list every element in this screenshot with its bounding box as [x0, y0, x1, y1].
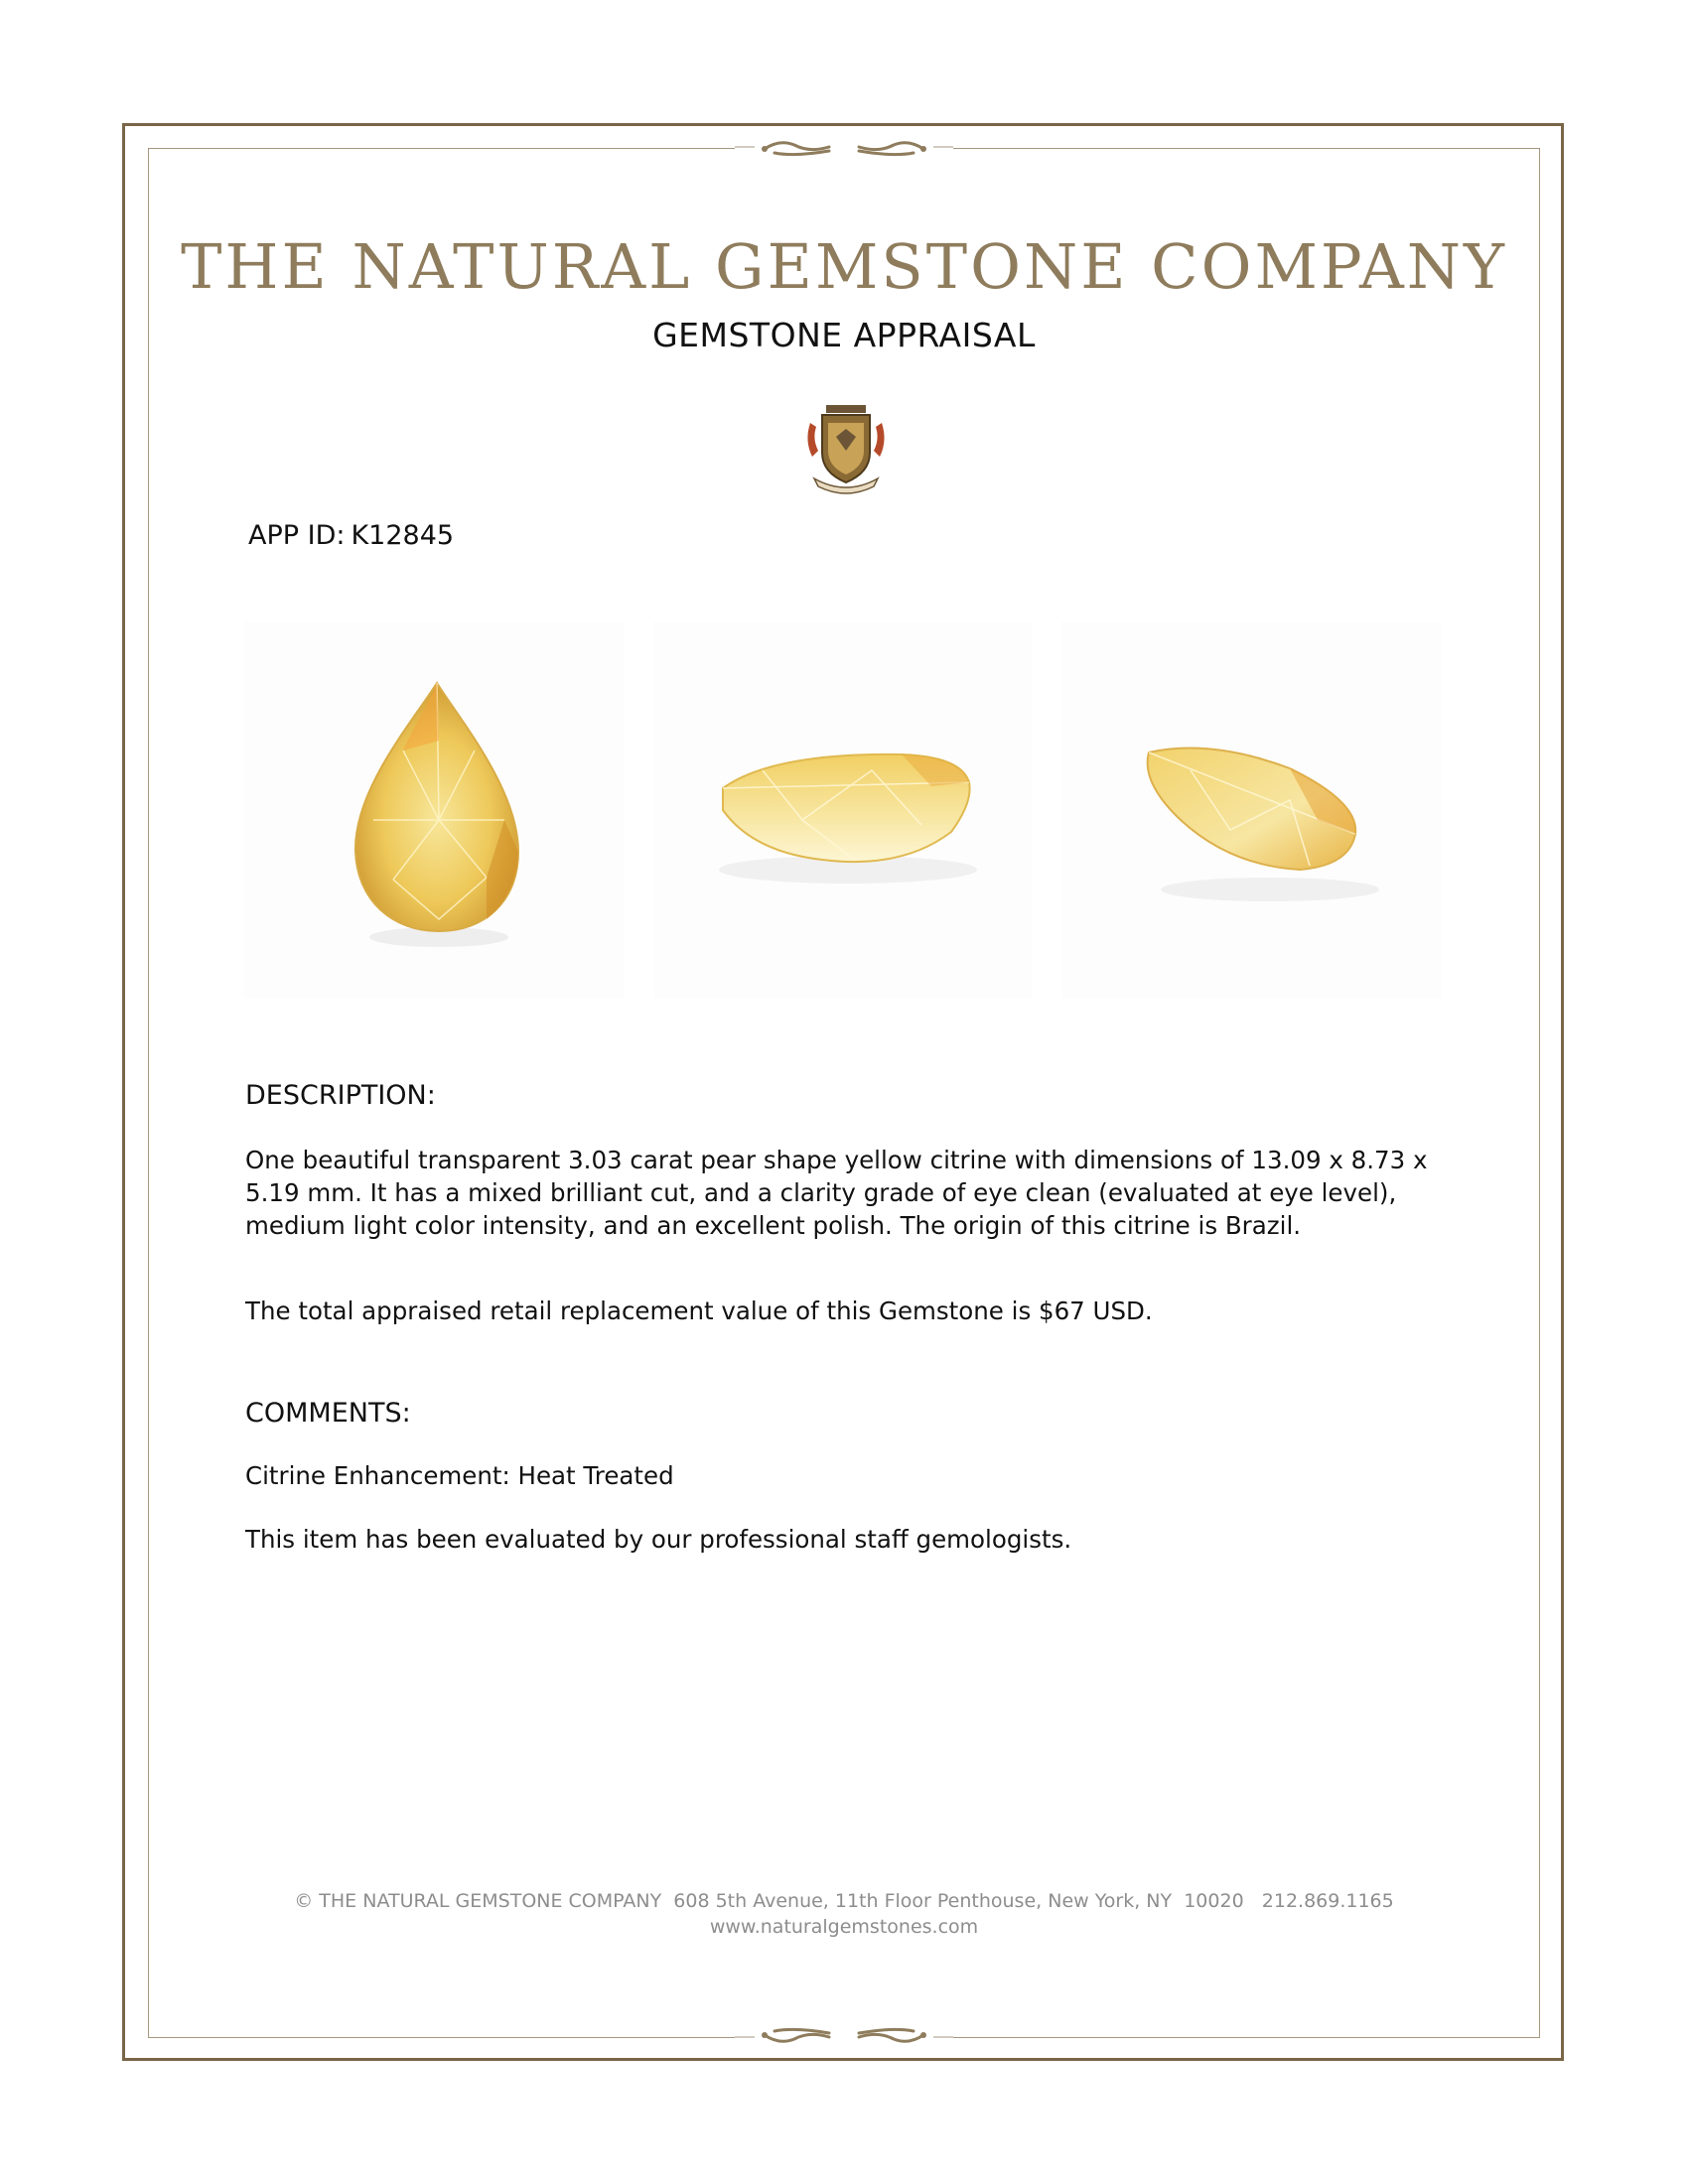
heraldic-crest-icon — [800, 401, 892, 496]
description-text: One beautiful transparent 3.03 carat pear shape yellow citrine with dimensions of 13.09 x 8.73 x 5.19 mm. It has a mixed brilliant cut, and a clarity grade of eye clean (evaluated at eye level), medium light color intensity, and an excellent polish. The origin of this citrine is Brazil. — [245, 1146, 1428, 1240]
comments-label: COMMENTS: — [245, 1398, 411, 1429]
app-id-label: APP ID: — [248, 520, 346, 551]
footer-website: www.naturalgemstones.com — [709, 1916, 979, 1938]
bottom-scroll-ornament-icon — [735, 2017, 953, 2057]
app-id — [248, 520, 454, 551]
description-label: DESCRIPTION: — [245, 1080, 436, 1111]
gemstone-photo-angled-view — [1061, 621, 1441, 999]
gemstone-photo-top-view — [244, 621, 624, 999]
enhancement-comment: Citrine Enhancement: Heat Treated — [245, 1461, 674, 1490]
company-name: THE NATURAL GEMSTONE COMPANY — [181, 230, 1507, 303]
document-title: GEMSTONE APPRAISAL — [652, 316, 1036, 354]
app-id-value: K12845 — [351, 520, 455, 551]
footer-address: © THE NATURAL GEMSTONE COMPANY 608 5th Avenue, 11th Floor Penthouse, New York, NY 10020 212.869.1165 — [294, 1890, 1394, 1912]
evaluation-comment: This item has been evaluated by our professional staff gemologists. — [245, 1525, 1072, 1554]
gemstone-photo-side-view — [653, 621, 1033, 999]
top-scroll-ornament-icon — [735, 127, 953, 167]
appraised-value-statement: The total appraised retail replacement value of this Gemstone is $67 USD. — [245, 1297, 1153, 1325]
